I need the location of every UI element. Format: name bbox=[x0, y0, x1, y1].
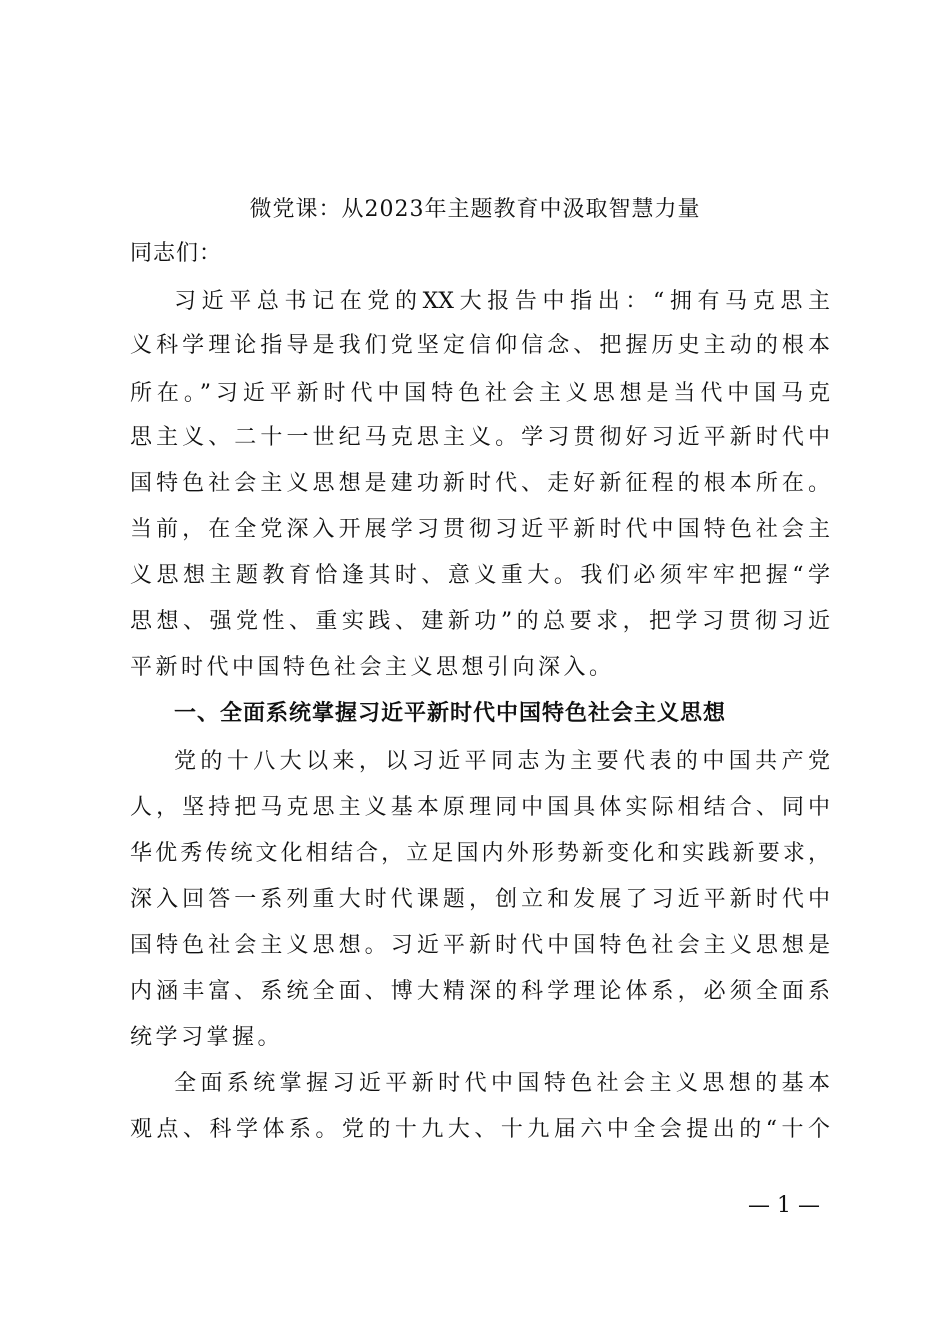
paragraph-2-line: 深入回答一系列重大时代课题，创立和发展了习近平新时代中 bbox=[130, 887, 830, 912]
paragraph-2-line: 人，坚持把马克思主义基本原理同中国具体实际相结合、同中 bbox=[130, 795, 830, 820]
paragraph-2-line: 国特色社会主义思想。习近平新时代中国特色社会主义思想是 bbox=[130, 933, 830, 958]
document-title: 微党课：从2023年主题教育中汲取智慧力量 bbox=[249, 197, 701, 222]
paragraph-1-line: 思主义、二十一世纪马克思主义。学习贯彻好习近平新时代中 bbox=[130, 425, 830, 450]
paragraph-2-line: 华优秀传统文化相结合，立足国内外形势新变化和实践新要求， bbox=[130, 841, 830, 866]
paragraph-1-line: 国特色社会主义思想是建功新时代、走好新征程的根本所在。 bbox=[130, 471, 830, 496]
page-number: — 1 — bbox=[748, 1193, 820, 1218]
paragraph-1-line: 习近平总书记在党的XX大报告中指出：“拥有马克思主 bbox=[174, 289, 830, 314]
paragraph-1-line: 平新时代中国特色社会主义思想引向深入。 bbox=[130, 655, 615, 680]
paragraph-1-line: 义思想主题教育恰逢其时、意义重大。我们必须牢牢把握“学 bbox=[130, 563, 830, 588]
paragraph-2-line: 统学习掌握。 bbox=[130, 1025, 284, 1050]
salutation: 同志们： bbox=[130, 241, 223, 266]
paragraph-1-line: 所在。”习近平新时代中国特色社会主义思想是当代中国马克 bbox=[130, 381, 830, 406]
paragraph-2-line: 内涵丰富、系统全面、博大精深的科学理论体系，必须全面系 bbox=[130, 979, 830, 1004]
paragraph-3-line: 观点、科学体系。党的十九大、十九届六中全会提出的“十个 bbox=[130, 1117, 830, 1142]
paragraph-1-line: 当前，在全党深入开展学习贯彻习近平新时代中国特色社会主 bbox=[130, 517, 830, 542]
section-heading: 一、全面系统掌握习近平新时代中国特色社会主义思想 bbox=[174, 701, 727, 726]
paragraph-1-line: 义科学理论指导是我们党坚定信仰信念、把握历史主动的根本 bbox=[130, 333, 830, 358]
paragraph-3-line: 全面系统掌握习近平新时代中国特色社会主义思想的基本 bbox=[174, 1071, 830, 1096]
paragraph-1-line: 思想、强党性、重实践、建新功”的总要求，把学习贯彻习近 bbox=[130, 609, 830, 634]
paragraph-2-line: 党的十八大以来，以习近平同志为主要代表的中国共产党 bbox=[174, 749, 830, 774]
